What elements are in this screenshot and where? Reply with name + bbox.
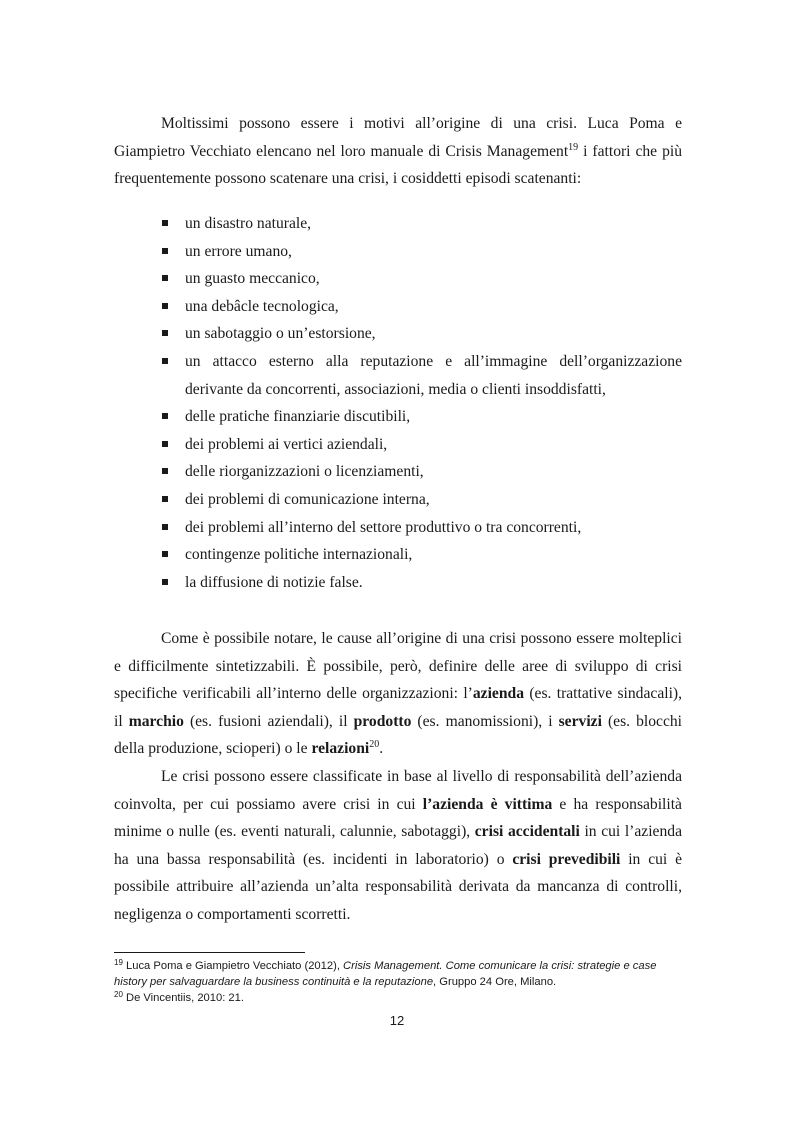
list-item-text: contingenze politiche internazionali, [185,546,413,564]
page-number: 12 [389,1013,405,1028]
list-item-text: un sabotaggio o un’estorsione, [185,325,376,343]
list-item [114,458,682,486]
list-item-text: dei problemi di comunicazione interna, [185,490,430,508]
bold-term-relazioni: relazioni [311,740,370,758]
list-item-text: un attacco esterno alla reputazione e all’immagine dell’organizzazione derivante da concorrenti, associazioni, media o clienti insoddisfatti, [185,352,682,398]
list-item-text: dei problemi ai vertici aziendali, [185,435,388,453]
list-item-text: un errore umano, [185,242,292,260]
square-bullet-icon [162,468,168,474]
bold-term-marchio: marchio [128,712,184,730]
list-item [114,514,682,542]
body-text: in cui l’azienda ha una bassa responsabilità (es. incidenti in laboratorio) o [114,823,682,868]
footnote-number: 20 [114,990,123,999]
square-bullet-icon [162,330,168,336]
list-item [114,320,682,348]
footnote-19 [114,958,682,990]
body-text: e ha responsabilità minime o nulle (es. eventi naturali, calunnie, sabotaggi), [114,795,682,841]
list-item-text: un disastro naturale, [185,215,312,232]
list-item-text: la diffusione di notizie false. [185,573,363,591]
list-item [114,293,682,321]
list-item [114,541,682,569]
body-text: (es. trattative sindacali), il [114,685,682,730]
body-text: Le crisi possono essere classificate in base al livello di responsabilità dell’azienda coinvolta, per cui possiamo avere crisi in cui [114,768,682,813]
list-item-text: un guasto meccanico, [185,270,320,288]
bold-term-servizi: servizi [558,712,602,730]
square-bullet-icon [162,303,168,309]
footnote-number: 19 [114,958,123,967]
crisis-areas-paragraph [114,625,682,763]
square-bullet-icon [162,524,168,530]
footnote-text: , Gruppo 24 Ore, Milano. [433,976,557,988]
list-item [114,238,682,266]
intro-text-a: Moltissimi possono essere i motivi all’origine di una crisi. Luca Poma e Giampietro Vecchiato elencano nel loro manuale di Crisis Management [114,115,682,160]
list-item [114,265,682,293]
list-item-text: delle riorganizzazioni o licenziamenti, [185,463,424,481]
body-text: . [379,740,384,758]
square-bullet-icon [162,275,168,281]
footnote-text: De Vincentiis, 2010: 21. [122,992,244,1004]
footnote-separator [114,952,305,953]
list-item [114,486,682,514]
footnote-20 [114,990,682,1006]
crisis-classification-paragraph [114,763,682,929]
square-bullet-icon [162,496,168,502]
bold-term-azienda-vittima: l’azienda è vittima [422,795,553,813]
list-item [114,431,682,459]
bold-term-crisi-accidentali: crisi accidentali [474,823,580,841]
square-bullet-icon [162,248,168,254]
square-bullet-icon [162,579,168,585]
crisis-triggers-list [114,210,682,596]
intro-text-b: i fattori che più frequentemente possono scatenare una crisi, i cosiddetti episodi scatenanti: [114,142,682,188]
square-bullet-icon [162,441,168,447]
square-bullet-icon [162,551,168,557]
bold-term-prodotto: prodotto [353,712,412,730]
list-item-text: dei problemi all’interno del settore produttivo o tra concorrenti, [185,518,582,536]
body-text: (es. blocchi della produzione, scioperi) o le [114,712,682,758]
body-text: in cui è possibile attribuire all’azienda un’alta responsabilità derivata da mancanza di controlli, negligenza o comportamenti scorretti. [114,850,683,923]
body-text: Come è possibile notare, le cause all’origine di una crisi possono essere molteplici e difficilmente sintetizzabili. È possibile, però, definire delle aree di sviluppo di crisi specifiche verificabili all’interno delle organizzazioni: l’ [114,630,682,703]
footnote-text: Luca Poma e Giampietro Vecchiato (2012), [122,960,344,972]
footnotes-section [114,958,682,1006]
list-item [114,403,682,431]
square-bullet-icon [162,220,168,226]
list-item [114,569,682,597]
square-bullet-icon [162,358,168,364]
footnote-ref-20[interactable]: 20 [369,739,380,751]
intro-paragraph [114,110,682,193]
list-item [114,210,682,238]
body-text: (es. fusioni aziendali), il [183,712,354,730]
list-item [114,348,682,403]
footnote-ref-19[interactable]: 19 [568,141,579,153]
footnote-book-title: Crisis Management. Come comunicare la crisi: strategie e case history per salvaguardare la business continuità e la reputazione [114,960,657,988]
list-item-text: una debâcle tecnologica, [185,297,339,315]
body-text: (es. manomissioni), i [411,712,559,730]
square-bullet-icon [162,413,168,419]
bold-term-crisi-prevedibili: crisi prevedibili [512,850,621,868]
bold-term-azienda: azienda [472,685,524,703]
list-item-text: delle pratiche finanziarie discutibili, [185,408,411,426]
